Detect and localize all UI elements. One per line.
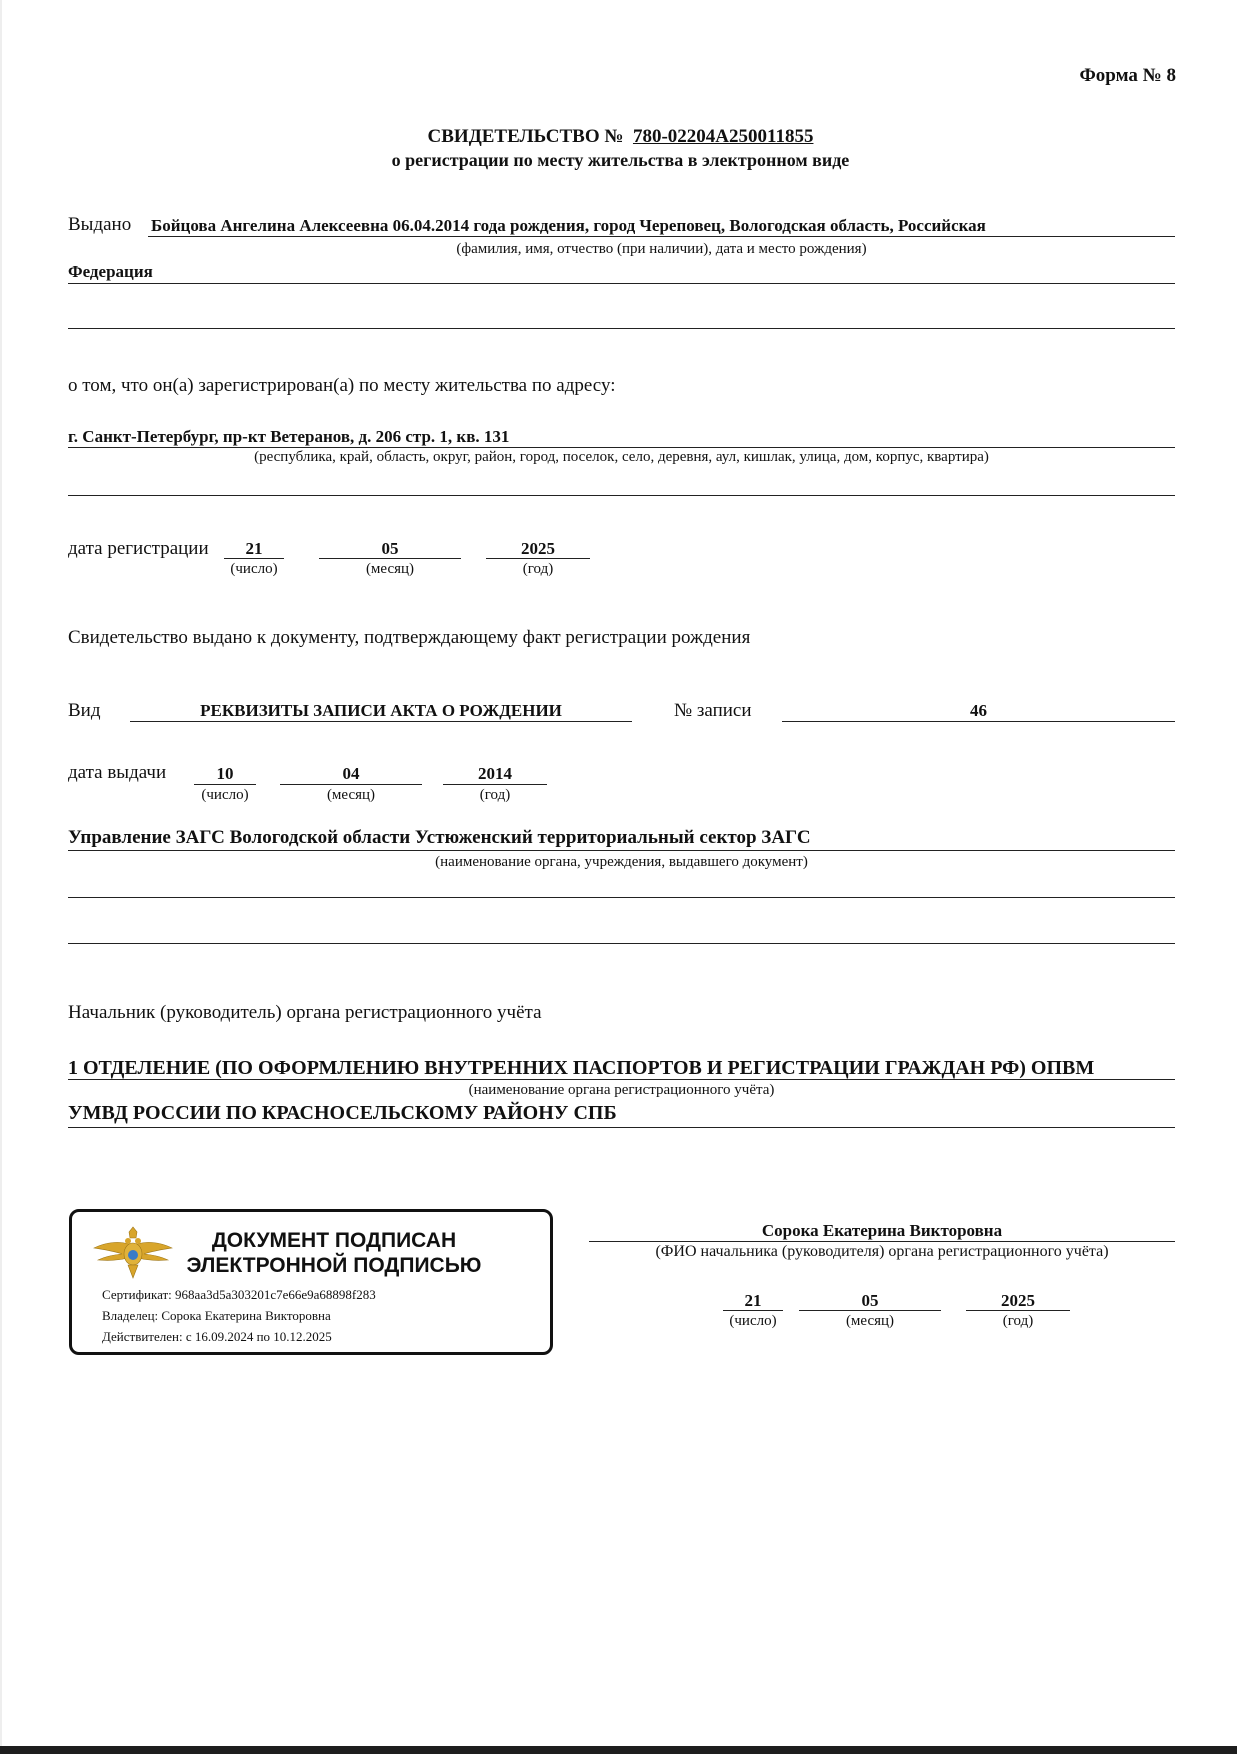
issued-to-label: Выдано	[68, 214, 132, 235]
mvd-eagle-emblem-icon	[92, 1224, 174, 1280]
signer-day: 21	[744, 1291, 762, 1310]
underline	[486, 558, 590, 559]
page-subtitle: о регистрации по месту жительства в электронном виде	[391, 150, 850, 170]
registration-year: 2025	[521, 539, 555, 558]
underline	[589, 1241, 1175, 1242]
underline	[68, 328, 1175, 329]
signer-hint: (ФИО начальника (руководителя) органа регистрационного учёта)	[655, 1243, 1109, 1260]
underline	[799, 1310, 941, 1311]
stamp-title-line1: ДОКУМЕНТ ПОДПИСАН	[211, 1229, 457, 1252]
record-number-label: № записи	[674, 700, 752, 721]
year-hint: (год)	[522, 561, 554, 577]
month-hint: (месяц)	[326, 787, 376, 803]
issued-to-value-line2: Федерация	[68, 262, 153, 281]
form-number: Форма № 8	[1079, 65, 1176, 86]
underline	[443, 784, 547, 785]
underline	[224, 558, 284, 559]
underline	[68, 283, 1175, 284]
electronic-signature-stamp	[69, 1209, 553, 1355]
record-number-value: 46	[970, 701, 987, 720]
registration-date-label: дата регистрации	[68, 538, 209, 559]
issue-month: 04	[342, 764, 360, 783]
document-issuer: Управление ЗАГС Вологодской области Устюженский территориальный сектор ЗАГС	[68, 827, 811, 848]
document-type-label: Вид	[68, 700, 101, 721]
underline	[966, 1310, 1070, 1311]
document-intro: Свидетельство выдано к документу, подтверждающему факт регистрации рождения	[68, 627, 751, 648]
year-hint: (год)	[1002, 1313, 1034, 1329]
day-hint: (число)	[230, 561, 278, 577]
stamp-title	[184, 1228, 484, 1278]
underline	[723, 1310, 783, 1311]
page-title	[2, 126, 1237, 148]
registration-month: 05	[381, 539, 399, 558]
underline	[68, 447, 1175, 448]
underline	[68, 943, 1175, 944]
year-hint: (год)	[479, 787, 511, 803]
underline	[68, 850, 1175, 851]
underline	[68, 897, 1175, 898]
month-hint: (месяц)	[365, 561, 415, 577]
underline	[782, 721, 1175, 722]
stamp-owner: Владелец: Сорока Екатерина Викторовна	[102, 1308, 331, 1323]
registration-day: 21	[245, 539, 263, 558]
underline	[194, 784, 256, 785]
issuer-hint: (наименование органа, учреждения, выдавшего документ)	[435, 854, 808, 870]
address-value: г. Санкт-Петербург, пр-кт Ветеранов, д. 206 стр. 1, кв. 131	[68, 427, 510, 446]
issue-year: 2014	[478, 764, 512, 783]
issue-day: 10	[216, 764, 234, 783]
signer-month: 05	[861, 1291, 879, 1310]
underline	[319, 558, 461, 559]
underline	[130, 721, 632, 722]
underline	[68, 495, 1175, 496]
document-type-value: РЕКВИЗИТЫ ЗАПИСИ АКТА О РОЖДЕНИИ	[200, 701, 562, 720]
viewer-bottom-bar	[0, 1746, 1237, 1754]
stamp-validity: Действителен: с 16.09.2024 по 10.12.2025	[102, 1329, 332, 1344]
authority-hint: (наименование органа регистрационного учёта)	[468, 1082, 775, 1098]
issued-to-hint: (фамилия, имя, отчество (при наличии), дата и место рождения)	[456, 241, 867, 257]
title-label: СВИДЕТЕЛЬСТВО №	[427, 126, 624, 147]
day-hint: (число)	[201, 787, 249, 803]
issue-date-label: дата выдачи	[68, 762, 167, 783]
underline	[280, 784, 422, 785]
underline	[148, 236, 1175, 237]
signer-year: 2025	[1001, 1291, 1035, 1310]
authority-line1: 1 ОТДЕЛЕНИЕ (ПО ОФОРМЛЕНИЮ ВНУТРЕННИХ ПАСПОРТОВ И РЕГИСТРАЦИИ ГРАЖДАН РФ) ОПВМ	[68, 1057, 1095, 1079]
address-hint: (республика, край, область, округ, район, город, поселок, село, деревня, аул, кишлак, улица, дом, корпус, квартира)	[254, 449, 989, 465]
authority-head-label: Начальник (руководитель) органа регистрационного учёта	[68, 1002, 542, 1023]
signer-name: Сорока Екатерина Викторовна	[761, 1221, 1003, 1240]
stamp-title-line2: ЭЛЕКТРОННОЙ ПОДПИСЬЮ	[186, 1254, 482, 1277]
certificate-number: 780-02204А250011855	[632, 126, 814, 147]
month-hint: (месяц)	[845, 1313, 895, 1329]
underline	[68, 1127, 1175, 1128]
stamp-certificate: Сертификат: 968aa3d5a303201c7e66e9a68898f283	[102, 1287, 376, 1302]
day-hint: (число)	[729, 1313, 777, 1329]
issued-to-value-line1: Бойцова Ангелина Алексеевна 06.04.2014 года рождения, город Череповец, Вологодская область, Российская	[151, 216, 986, 235]
authority-line2: УМВД РОССИИ ПО КРАСНОСЕЛЬСКОМУ РАЙОНУ СПБ	[68, 1102, 617, 1124]
address-intro: о том, что он(а) зарегистрирован(а) по месту жительства по адресу:	[68, 375, 616, 396]
underline	[68, 1079, 1175, 1080]
